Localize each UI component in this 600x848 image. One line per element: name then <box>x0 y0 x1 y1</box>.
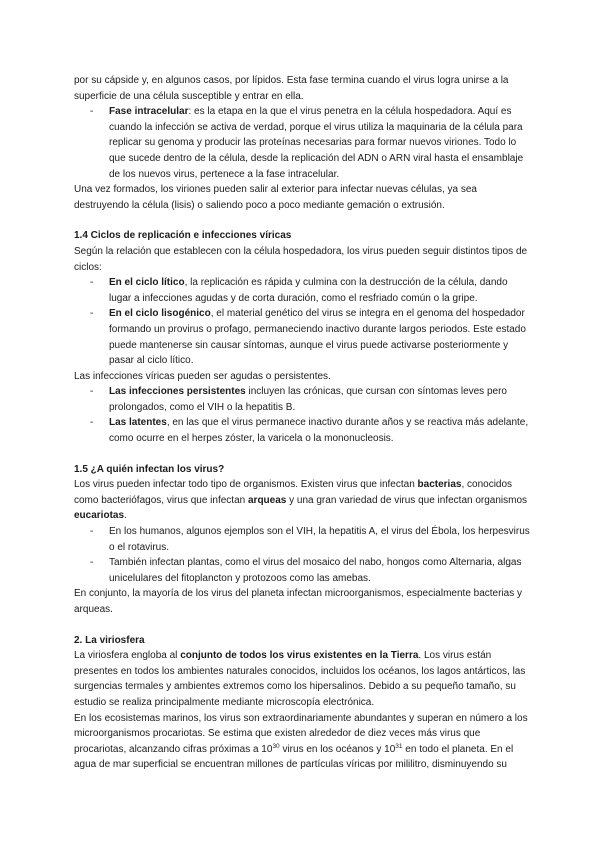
text-run: . <box>124 510 127 522</box>
text-run: y una gran variedad de virus que infectan organismos <box>286 494 528 506</box>
bullet-list-ciclos <box>74 275 530 369</box>
exponent: 31 <box>395 742 403 750</box>
bullet-list-ejemplos <box>74 524 530 586</box>
bullet-dash: - <box>90 277 94 289</box>
paragraph-conclusion: En conjunto, la mayoría de los virus del planeta infectan microorganismos, especialmente bacterias y arqueas. <box>74 588 523 615</box>
bold-term: Fase intracelular <box>109 106 189 118</box>
text-run: Los virus pueden infectar todo tipo de organismos. Existen virus que infectan <box>74 479 418 491</box>
paragraph-viriosfera <box>74 648 530 710</box>
paragraph-ciclos-intro: Según la relación que establecen con la célula hospedadora, los virus pueden seguir distintos tipos de ciclos: <box>74 245 528 273</box>
bullet-text: incluyen las crónicas, que cursan con síntomas leves pero prolongados, como el VIH o la hepatitis B. <box>109 386 507 413</box>
text-run: , conocidos como bacteriófagos, virus que infectan <box>74 479 513 506</box>
text-run: En los ecosistemas marinos, los virus son extraordinariamente abundantes y superan en número a los microorganismos procariotas. Se estima que existen alrededor de diez veces más virus que procariotas, alcanzando cifras próximas a 10 <box>74 712 528 755</box>
bullet-ciclo-litico <box>74 275 530 306</box>
bold-term: Las latentes <box>109 417 167 429</box>
bullet-text: , el material genético del virus se integra en el genoma del hospedador formando un provirus o profago, permaneciendo inactivo durante largos periodos. Este estado puede mantenerse sin causar síntomas, aunque el virus puede activarse posteriormente y pasar al ciclo lítico. <box>109 308 526 367</box>
bold-term: En el ciclo lítico <box>109 277 185 289</box>
bullet-dash: - <box>90 106 94 118</box>
text-run: en todo el planeta. En el agua de mar superficial se encuentran millones de partículas víricas por mililitro, disminuyendo su <box>74 743 514 771</box>
paragraph-a-quien-infectan <box>74 477 530 524</box>
exponent: 30 <box>272 742 280 750</box>
paragraph-viriones: Una vez formados, los viriones pueden salir al exterior para infectar nuevas células, ya sea destruyendo la célula (lisis) o saliendo poco a poco mediante gemación o extrusión. <box>74 184 477 211</box>
paragraph-ecosistemas-marinos <box>74 711 530 773</box>
bold-conjunto-virus: conjunto de todos los virus existentes en la Tierra <box>180 650 419 662</box>
bullet-text: También infectan plantas, como el virus del mosaico del nabo, hongos como Alternaria, algas unicelulares del fitoplancton y protozoos como las amebas. <box>109 557 522 584</box>
bold-eucariotas: eucariotas <box>74 510 125 522</box>
bullet-list-infecciones <box>74 384 530 446</box>
bullet-ciclo-lisogenico <box>74 306 530 368</box>
bullet-dash: - <box>90 557 94 569</box>
bullet-list-fases <box>74 104 530 182</box>
paragraph-extracelular-end: por su cápside y, en algunos casos, por lípidos. Esta fase termina cuando el virus logra unirse a la superficie de una célula susceptible y entrar en ella. <box>74 75 509 102</box>
bullet-infecciones-persistentes <box>74 384 530 415</box>
bold-term: Las infecciones persistentes <box>109 386 246 398</box>
section-heading-2: 2. La viriosfera <box>74 634 145 646</box>
bullet-dash: - <box>90 526 94 538</box>
bullet-plantas <box>74 555 530 586</box>
section-heading-1-5: 1.5 ¿A quién infectan los virus? <box>74 463 225 475</box>
paragraph-agudas-persistentes: Las infecciones víricas pueden ser agudas o persistentes. <box>74 370 331 382</box>
bullet-humanos <box>74 524 530 555</box>
text-run: virus en los océanos y 10 <box>279 743 396 755</box>
text-run: . Los virus están presentes en todos los ambientes naturales conocidos, incluidos los océanos, los lagos antárticos, las surgencias termales y ambientes extremos como los hipersalinos. Debido a su pequeño tamaño, su estudio se realiza principalmente mediante microscopía electrónica. <box>74 650 526 708</box>
bullet-fase-intracelular <box>74 104 530 182</box>
bullet-dash: - <box>90 308 94 320</box>
bullet-text: : es la etapa en la que el virus penetra en la célula hospedadora. Aquí es cuando la infección se activa de verdad, porque el virus utiliza la maquinaria de la célula para replicar su genoma y producir las proteínas necesarias para formar nuevos viriones. Todo lo que sucede dentro de la célula, desde la replicación del ADN o ARN viral hasta el ensamblaje de los nuevos virus, pertenece a la fase intracelular. <box>109 106 524 180</box>
bullet-text: , en las que el virus permanece inactivo durante años y se reactiva más adelante, como ocurre en el herpes zóster, la varicela o la mononucleosis. <box>109 417 529 445</box>
bullet-text: En los humanos, algunos ejemplos son el VIH, la hepatitis A, el virus del Ébola, los herpesvirus o el rotavirus. <box>109 526 530 553</box>
text-run: La viriosfera engloba al <box>74 650 181 662</box>
bullet-dash: - <box>90 386 94 398</box>
bold-bacterias: bacterias <box>417 479 462 491</box>
section-heading-1-4: 1.4 Ciclos de replicación e infecciones víricas <box>74 230 292 242</box>
bold-arqueas: arqueas <box>247 494 287 506</box>
bullet-text: , la replicación es rápida y culmina con la destrucción de la célula, dando lugar a infecciones agudas y de corta duración, como el resfriado común o la gripe. <box>109 277 508 304</box>
bold-term: En el ciclo lisogénico <box>109 308 211 320</box>
bullet-dash: - <box>90 417 94 429</box>
bullet-latentes <box>74 415 530 446</box>
